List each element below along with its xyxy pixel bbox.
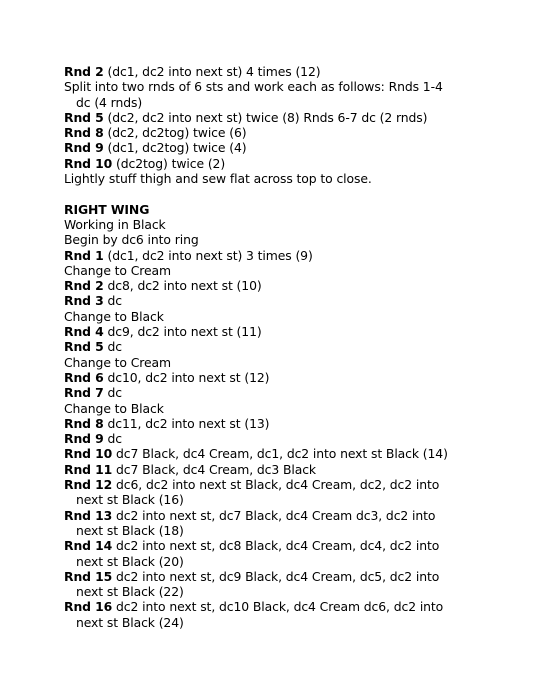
instruction-continuation xyxy=(64,95,484,110)
instruction-text: next st Black (20) xyxy=(76,553,184,569)
instruction-text: dc10, dc2 into next st (12) xyxy=(103,369,270,385)
round-label: Rnd 16 xyxy=(64,599,113,615)
round-label: Rnd 8 xyxy=(64,415,104,431)
instruction-line xyxy=(64,385,484,400)
instruction-continuation xyxy=(64,584,484,599)
instruction-line xyxy=(64,140,484,155)
instruction-line xyxy=(64,125,484,140)
instruction-text: Split into two rnds of 6 sts and work each as follows: Rnds 1-4 xyxy=(64,79,443,95)
instruction-text: dc9, dc2 into next st (11) xyxy=(103,324,262,340)
instruction-text: (dc2, dc2 into next st) twice (8) Rnds 6-7 dc (2 rnds) xyxy=(103,109,428,125)
round-label: Rnd 14 xyxy=(64,538,113,554)
instruction-text: dc11, dc2 into next st (13) xyxy=(103,415,270,431)
round-label: Rnd 2 xyxy=(64,278,104,294)
instruction-line xyxy=(64,64,484,79)
instruction-line xyxy=(64,462,484,477)
instruction-text: next st Black (18) xyxy=(76,522,184,538)
instruction-text: Change to Cream xyxy=(64,354,172,370)
instruction-text: (dc1, dc2 into next st) 3 times (9) xyxy=(103,247,313,263)
round-label: Rnd 5 xyxy=(64,339,104,355)
round-label: Rnd 1 xyxy=(64,247,104,263)
instruction-line xyxy=(64,599,484,614)
instruction-text: Change to Black xyxy=(64,400,164,416)
instruction-text: dc6, dc2 into next st Black, dc4 Cream, dc2, dc2 into xyxy=(112,477,440,493)
instruction-line xyxy=(64,79,484,94)
instruction-text: Change to Black xyxy=(64,308,164,324)
instruction-text: dc xyxy=(103,339,122,355)
instruction-line xyxy=(64,538,484,553)
round-label: Rnd 5 xyxy=(64,109,104,125)
instruction-text: dc xyxy=(103,431,122,447)
instruction-text: dc2 into next st, dc9 Black, dc4 Cream, dc5, dc2 into xyxy=(112,568,440,584)
round-label: Rnd 9 xyxy=(64,140,104,156)
round-label: Rnd 6 xyxy=(64,369,104,385)
instructions-block-right-wing xyxy=(64,217,484,630)
round-label: Rnd 3 xyxy=(64,293,104,309)
instruction-line xyxy=(64,355,484,370)
instruction-line xyxy=(64,263,484,278)
section-heading-right-wing: RIGHT WING xyxy=(64,201,150,217)
instruction-line xyxy=(64,401,484,416)
round-label: Rnd 8 xyxy=(64,125,104,141)
instruction-line xyxy=(64,339,484,354)
round-label: Rnd 7 xyxy=(64,385,104,401)
instruction-line xyxy=(64,508,484,523)
instruction-text: dc2 into next st, dc8 Black, dc4 Cream, dc4, dc2 into xyxy=(112,538,440,554)
instruction-text: dc7 Black, dc4 Cream, dc1, dc2 into next st Black (14) xyxy=(112,446,448,462)
instruction-line xyxy=(64,278,484,293)
instruction-line xyxy=(64,110,484,125)
instruction-text: next st Black (16) xyxy=(76,492,184,508)
instruction-line xyxy=(64,324,484,339)
section-spacer xyxy=(64,186,484,201)
round-label: Rnd 13 xyxy=(64,507,113,523)
instruction-continuation xyxy=(64,492,484,507)
pattern-page xyxy=(64,64,484,630)
round-label: Rnd 4 xyxy=(64,324,104,340)
round-label: Rnd 12 xyxy=(64,477,113,493)
round-label: Rnd 10 xyxy=(64,446,113,462)
instructions-block-thigh xyxy=(64,64,484,186)
instruction-text: next st Black (24) xyxy=(76,614,184,630)
instruction-line xyxy=(64,370,484,385)
instruction-text: Working in Black xyxy=(64,216,166,232)
instruction-line xyxy=(64,171,484,186)
instruction-text: (dc2, dc2tog) twice (6) xyxy=(103,125,247,141)
instruction-line xyxy=(64,217,484,232)
instruction-text: dc7 Black, dc4 Cream, dc3 Black xyxy=(112,461,317,477)
instruction-line xyxy=(64,156,484,171)
instruction-text: dc2 into next st, dc7 Black, dc4 Cream dc3, dc2 into xyxy=(112,507,436,523)
instruction-line xyxy=(64,232,484,247)
instruction-text: (dc1, dc2 into next st) 4 times (12) xyxy=(103,64,321,79)
instruction-text: dc2 into next st, dc10 Black, dc4 Cream dc6, dc2 into xyxy=(112,599,444,615)
instruction-line xyxy=(64,309,484,324)
instruction-line xyxy=(64,293,484,308)
instruction-text: Lightly stuff thigh and sew flat across top to close. xyxy=(64,171,372,187)
round-label: Rnd 11 xyxy=(64,461,113,477)
instruction-text: (dc2tog) twice (2) xyxy=(112,155,226,171)
instruction-continuation xyxy=(64,523,484,538)
instruction-line xyxy=(64,416,484,431)
round-label: Rnd 15 xyxy=(64,568,113,584)
instruction-continuation xyxy=(64,615,484,630)
instruction-line xyxy=(64,569,484,584)
instruction-text: dc xyxy=(103,385,122,401)
round-label: Rnd 2 xyxy=(64,64,104,79)
round-label: Rnd 9 xyxy=(64,431,104,447)
instruction-text: dc (4 rnds) xyxy=(76,94,143,110)
instruction-line xyxy=(64,477,484,492)
instruction-text: dc8, dc2 into next st (10) xyxy=(103,278,262,294)
instruction-continuation xyxy=(64,554,484,569)
instruction-text: (dc1, dc2tog) twice (4) xyxy=(103,140,247,156)
round-label: Rnd 10 xyxy=(64,155,113,171)
instruction-line xyxy=(64,446,484,461)
instruction-text: Begin by dc6 into ring xyxy=(64,232,199,248)
instruction-text: Change to Cream xyxy=(64,262,172,278)
instruction-text: dc xyxy=(103,293,122,309)
instruction-line xyxy=(64,248,484,263)
instruction-line xyxy=(64,431,484,446)
instruction-text: next st Black (22) xyxy=(76,584,184,600)
